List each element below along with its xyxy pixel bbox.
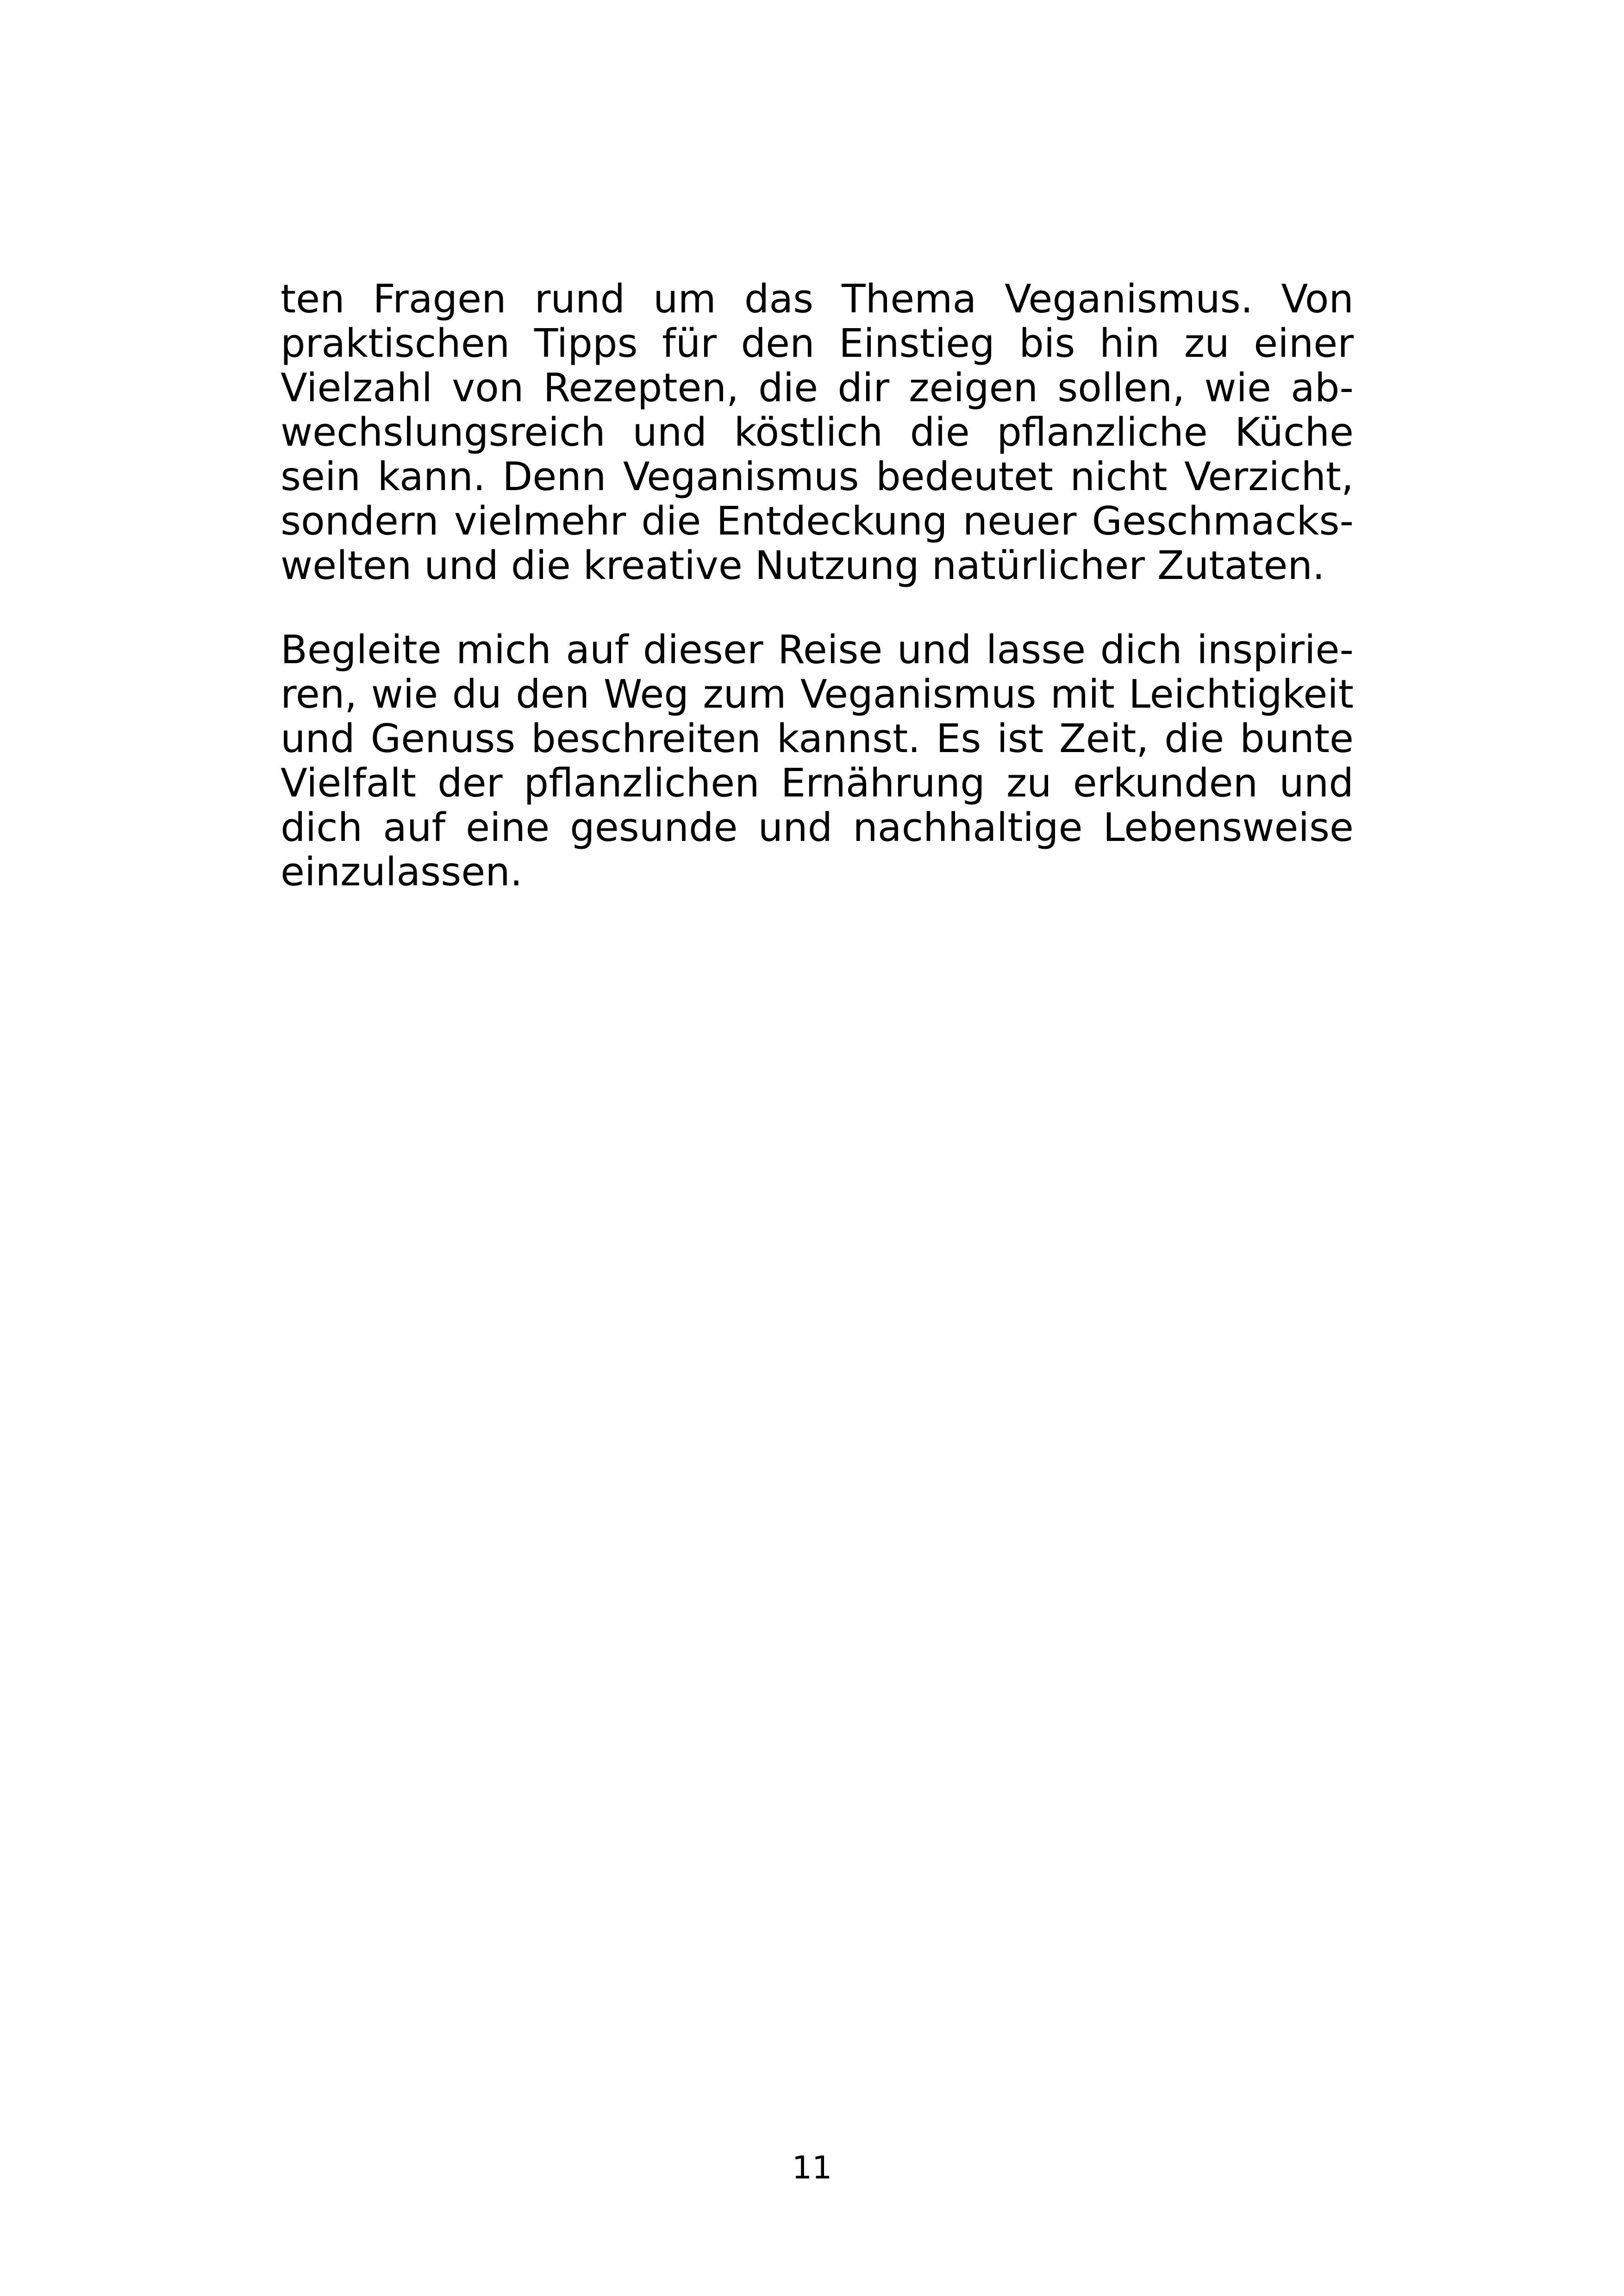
text-line: wechslungsreich und köstlich die pflanzliche Küche [281,410,1354,455]
text-line: Begleite mich auf dieser Reise und lasse dich inspirie- [281,627,1354,672]
text-line: und Genuss beschreiten kannst. Es ist Zeit, die bunte [281,716,1354,761]
text-line: praktischen Tipps für den Einstieg bis hin zu einer [281,321,1354,366]
paragraph-spacer [281,588,1354,628]
text-line: sein kann. Denn Veganismus bedeutet nicht Verzicht, [281,454,1354,499]
text-line: welten und die kreative Nutzung natürlicher Zutaten. [281,543,1325,588]
text-line: einzulassen. [281,849,523,895]
paragraph [281,628,1354,894]
paragraph [281,277,1354,588]
text-line: dich auf eine gesunde und nachhaltige Lebensweise [281,805,1354,850]
text-line: ren, wie du den Weg zum Veganismus mit Leichtigkeit [281,672,1354,717]
text-line: ten Fragen rund um das Thema Veganismus. Von [281,276,1354,322]
body-text [281,277,1354,894]
page-number: 11 [792,2150,832,2186]
text-line: Vielfalt der pflanzlichen Ernährung zu erkunden und [281,760,1354,806]
text-line: sondern vielmehr die Entdeckung neuer Geschmacks- [281,498,1354,544]
text-line: Vielzahl von Rezepten, die dir zeigen sollen, wie ab- [281,365,1354,411]
